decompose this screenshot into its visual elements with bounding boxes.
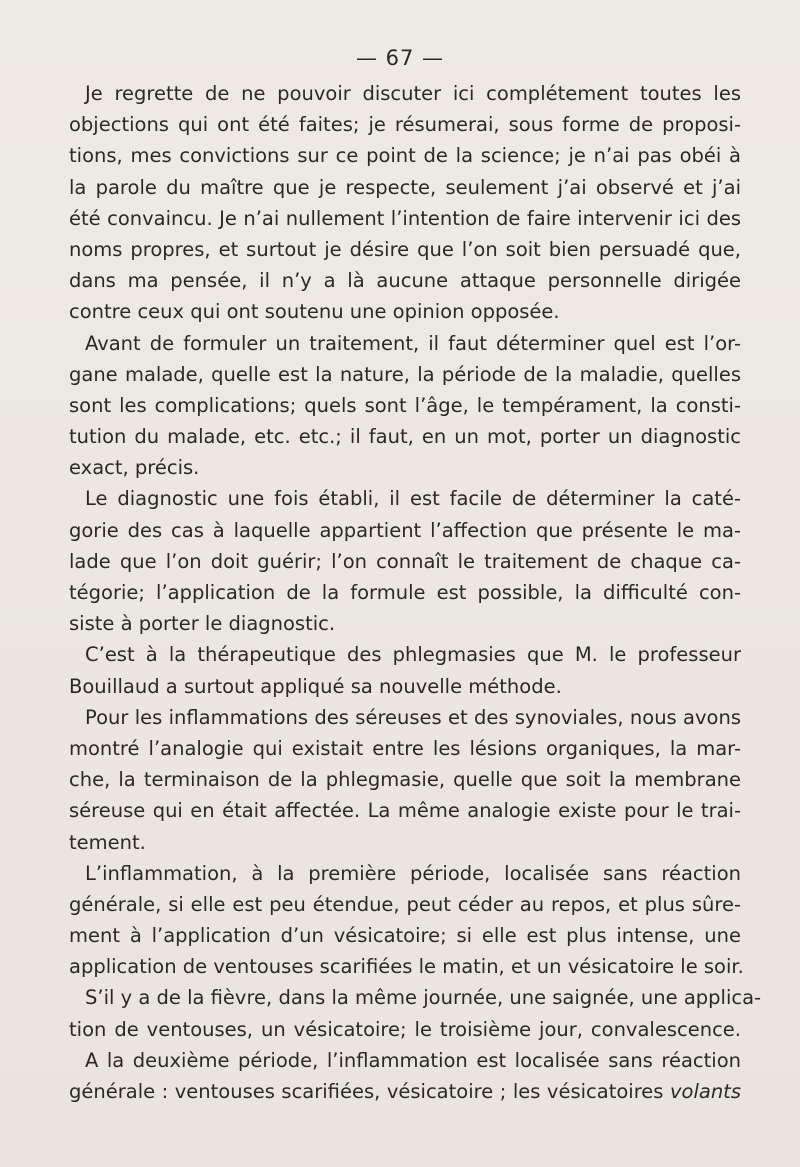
page-number: — 67 — [355,46,445,70]
text-line: ment à l’application d’un vésicatoire; si elle est plus intense, une [69,924,741,948]
text-line: L’inflammation, à la première période, localisée sans réaction [85,861,741,885]
text-line: tions, mes convictions sur ce point de la science; je n’ai pas obéi à [69,144,741,168]
text-line: été convaincu. Je n’ai nullement l’intention de faire intervenir ici des [69,206,741,230]
text-line: gorie des cas à laquelle appartient l’affection que présente le ma- [69,518,741,542]
text-line: sont les complications; quels sont l’âge, le tempérament, la consti- [69,393,741,417]
italic-word: volants [669,1080,741,1103]
text-line-with-italic [69,1076,741,1107]
text-line: C’est à la thérapeutique des phlegmasies que M. le professeur [85,643,741,667]
text-line: siste à porter le diagnostic. [69,612,336,636]
text-line: séreuse qui en était affectée. La même analogie existe pour le trai- [69,799,741,823]
text-line: exact, précis. [69,456,200,480]
text-line: A la deuxième période, l’inflammation est localisée sans réaction [85,1048,741,1072]
text-line-part: générale : ventouses scarifiées, vésicatoire ; les vésicatoires [69,1080,664,1103]
text-line: S’il y a de la fièvre, dans la même journée, une saignée, une applica- [85,986,762,1010]
body-text [69,78,762,1107]
text-line: Avant de formuler un traitement, il faut déterminer quel est l’or- [85,331,741,355]
text-line: montré l’analogie qui existait entre les lésions organiques, la mar- [69,736,741,760]
text-line: Le diagnostic une fois établi, il est facile de déterminer la caté- [85,487,741,511]
text-line: la parole du maître que je respecte, seulement j’ai observé et j’ai [69,175,741,199]
text-line: lade que l’on doit guérir; l’on connaît le traitement de chaque ca- [69,549,741,573]
text-line: tution du malade, etc. etc.; il faut, en un mot, porter un diagnostic [69,425,741,449]
text-line: tement. [69,830,146,854]
text-line: gane malade, quelle est la nature, la période de la maladie, quelles [69,362,741,386]
text-line: tégorie; l’application de la formule est possible, la difficulté con- [69,581,741,604]
text-line: application de ventouses scarifiées le matin, et un vésicatoire le soir. [69,955,744,979]
text-line: tion de ventouses, un vésicatoire; le troisième jour, convalescence. [69,1017,741,1041]
text-line: Pour les inflammations des séreuses et des synoviales, nous avons [85,705,741,729]
text-line: dans ma pensée, il n’y a là aucune attaque personnelle dirigée [69,269,741,293]
text-line: che, la terminaison de la phlegmasie, quelle que soit la membrane [69,768,741,792]
text-line: Bouillaud a surtout appliqué sa nouvelle méthode. [69,674,562,698]
text-line: générale, si elle est peu étendue, peut céder au repos, et plus sûre- [69,892,741,916]
text-line: noms propres, et surtout je désire que l’on soit bien persuadé que, [69,237,741,261]
text-line: contre ceux qui ont soutenu une opinion opposée. [69,300,560,324]
text-line: Je regrette de ne pouvoir discuter ici complétement toutes les [85,82,741,105]
text-line: objections qui ont été faites; je résumerai, sous forme de proposi- [69,113,741,137]
